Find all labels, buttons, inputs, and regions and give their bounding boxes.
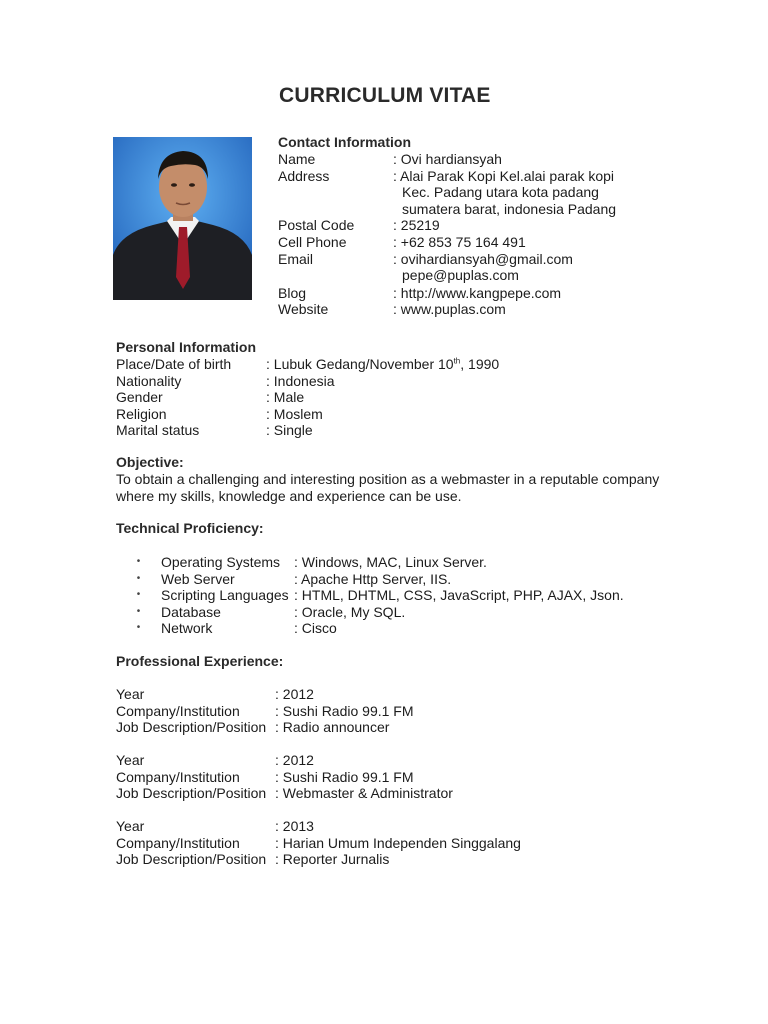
job-entry — [116, 818, 716, 868]
professional-heading: Professional Experience: — [116, 653, 284, 669]
website-label: Website — [278, 301, 329, 318]
marital-row — [116, 422, 716, 439]
technical-section — [116, 520, 716, 637]
bullet-icon: • — [136, 556, 141, 567]
marital-label: Marital status — [116, 422, 200, 439]
objective-heading: Objective: — [116, 454, 184, 470]
tech-label: Database — [161, 603, 221, 620]
address-line-2: Kec. Padang utara kota padang — [402, 184, 599, 201]
gender-label: Gender — [116, 389, 163, 406]
year-value: : 2013 — [275, 818, 314, 834]
job-position-row — [116, 851, 716, 868]
tech-label: Network — [161, 620, 213, 637]
personal-section — [116, 339, 716, 439]
religion-label: Religion — [116, 405, 167, 422]
contact-blog-row — [278, 285, 718, 302]
birth-row — [116, 356, 716, 373]
email-value-2[interactable]: pepe@puplas.com — [402, 267, 519, 284]
birth-label: Place/Date of birth — [116, 356, 232, 372]
religion-value: : Moslem — [266, 405, 323, 422]
position-label: Job Description/Position — [116, 851, 267, 868]
year-label: Year — [116, 686, 145, 702]
address-line-3: sumatera barat, indonesia Padang — [402, 200, 617, 217]
job-position-row — [116, 719, 716, 736]
contact-address-row — [278, 168, 718, 185]
contact-name-row — [278, 151, 718, 168]
tech-label: Web Server — [161, 570, 235, 587]
bullet-icon: • — [136, 605, 141, 617]
nationality-label: Nationality — [116, 372, 182, 389]
company-label: Company/Institution — [116, 768, 240, 785]
job-company-row — [116, 703, 716, 720]
contact-website-row — [278, 301, 718, 318]
year-label: Year — [116, 818, 145, 834]
company-label: Company/Institution — [116, 834, 240, 851]
postal-label: Postal Code — [278, 217, 355, 234]
company-label: Company/Institution — [116, 702, 240, 719]
nationality-row — [116, 373, 716, 390]
technical-heading: Technical Proficiency: — [116, 520, 264, 536]
contact-phone-row — [278, 234, 718, 251]
objective-text: To obtain a challenging and interesting position as a webmaster in a reputable company where my skills, knowledge and experience can be use. — [116, 471, 660, 504]
tech-value: : Windows, MAC, Linux Server. — [294, 554, 487, 570]
gender-row — [116, 389, 716, 406]
company-value: : Sushi Radio 99.1 FM — [275, 768, 414, 785]
birth-value-suffix: th — [453, 356, 461, 366]
phone-label: Cell Phone — [278, 233, 347, 250]
phone-value: : +62 853 75 164 491 — [393, 233, 526, 250]
company-value: : Harian Umum Independen Singgalang — [275, 834, 521, 851]
technical-list — [116, 554, 716, 637]
job-year-row — [116, 752, 716, 769]
birth-value — [266, 356, 716, 373]
gender-value: : Male — [266, 389, 305, 406]
birth-value-date: : Lubuk Gedang/November 10 — [266, 356, 454, 372]
marital-value: : Single — [266, 422, 313, 439]
tech-value: : Oracle, My SQL. — [294, 603, 406, 620]
email-value-1[interactable]: : ovihardiansyah@gmail.com — [393, 250, 573, 267]
year-label: Year — [116, 752, 145, 768]
list-item — [116, 587, 716, 604]
job-position-row — [116, 785, 716, 802]
list-item — [116, 571, 716, 588]
company-value: : Sushi Radio 99.1 FM — [275, 702, 414, 719]
job-company-row — [116, 835, 716, 852]
professional-section — [116, 653, 716, 868]
religion-row — [116, 406, 716, 423]
job-year-row — [116, 818, 716, 835]
contact-email-row — [278, 251, 718, 268]
year-value: : 2012 — [275, 752, 314, 768]
email-label: Email — [278, 250, 314, 267]
address-line-1: : Alai Parak Kopi Kel.alai parak kopi — [393, 167, 615, 184]
blog-link[interactable]: : http://www.kangpepe.com — [393, 284, 562, 301]
job-company-row — [116, 769, 716, 786]
document-title: CURRICULUM VITAE — [279, 84, 491, 107]
blog-label: Blog — [278, 284, 307, 301]
list-item — [116, 620, 716, 637]
bullet-icon: • — [136, 622, 141, 634]
website-link[interactable]: : www.puplas.com — [393, 301, 506, 318]
list-item — [116, 604, 716, 621]
objective-section — [116, 454, 696, 505]
postal-value: : 25219 — [393, 217, 440, 234]
nationality-value: : Indonesia — [266, 372, 335, 389]
position-label: Job Description/Position — [116, 785, 267, 802]
contact-heading: Contact Information — [278, 134, 411, 150]
list-item — [116, 554, 716, 571]
profile-photo — [113, 137, 252, 300]
contact-section — [278, 134, 718, 318]
position-value: : Reporter Jurnalis — [275, 851, 390, 868]
tech-value: : HTML, DHTML, CSS, JavaScript, PHP, AJAX, Json. — [294, 587, 624, 604]
tech-label: Scripting Languages — [161, 587, 289, 604]
tech-label: Operating Systems — [161, 554, 281, 570]
contact-postal-row — [278, 217, 718, 234]
bullet-icon: • — [136, 589, 141, 601]
name-label: Name — [278, 151, 316, 167]
tech-value: : Cisco — [294, 620, 337, 637]
position-value: : Webmaster & Administrator — [275, 785, 453, 802]
address-label: Address — [278, 167, 330, 184]
name-value: : Ovi hardiansyah — [393, 151, 502, 167]
personal-heading: Personal Information — [116, 339, 257, 355]
position-value: : Radio announcer — [275, 719, 390, 736]
job-entry — [116, 752, 716, 802]
birth-value-year: , 1990 — [460, 356, 500, 372]
year-value: : 2012 — [275, 686, 314, 702]
tech-value: : Apache Http Server, IIS. — [294, 570, 452, 587]
job-entry — [116, 686, 716, 736]
position-label: Job Description/Position — [116, 719, 267, 736]
job-year-row — [116, 686, 716, 703]
bullet-icon: • — [136, 572, 141, 584]
